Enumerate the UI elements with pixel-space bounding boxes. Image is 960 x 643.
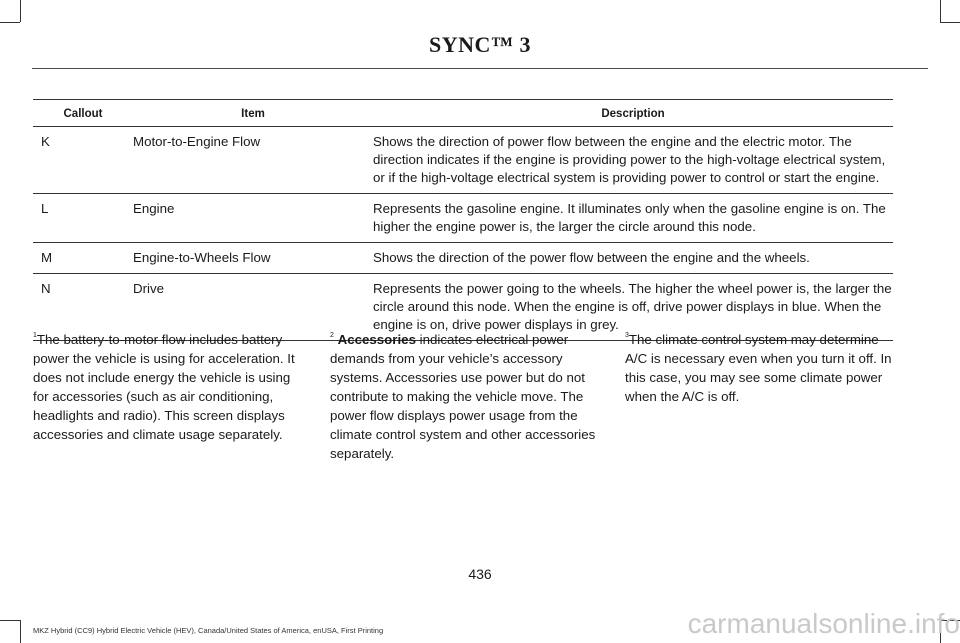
column-header-item: Item bbox=[133, 100, 373, 127]
column-header-callout: Callout bbox=[33, 100, 133, 127]
header-rule bbox=[32, 68, 928, 69]
crop-mark bbox=[940, 0, 941, 22]
table-row bbox=[33, 127, 893, 194]
footnote-text: indicates electrical power demands from your vehicle’s accessory systems. Accessories use power but do not contribute to making the vehicle move. The power flow displays power usage from the climate control system and other accessories separately. bbox=[330, 332, 596, 461]
crop-mark bbox=[0, 22, 20, 23]
cell-callout: K bbox=[33, 127, 133, 194]
footnote-marker: 1 bbox=[33, 332, 37, 339]
watermark: carmanualsonline.info bbox=[687, 608, 960, 639]
crop-mark bbox=[20, 620, 21, 643]
footer-text: MKZ Hybrid (CC9) Hybrid Electric Vehicle (HEV), Canada/United States of America, enUSA, First Printing bbox=[33, 626, 384, 635]
cell-item: Motor-to-Engine Flow bbox=[133, 127, 373, 194]
table-row bbox=[33, 243, 893, 274]
cell-description: Represents the power going to the wheels. The higher the wheel power is, the larger the circle around this node. When the engine is off, drive power displays in blue. When the engine is on, drive power displays in grey. bbox=[373, 274, 893, 341]
page-number: 436 bbox=[468, 566, 492, 582]
table-header-row bbox=[33, 100, 893, 127]
table-row bbox=[33, 194, 893, 243]
reference-table bbox=[33, 99, 893, 341]
crop-mark bbox=[20, 0, 21, 22]
cell-description: Shows the direction of the power flow between the engine and the wheels. bbox=[373, 243, 893, 274]
column-header-description: Description bbox=[373, 100, 893, 127]
cell-callout: L bbox=[33, 194, 133, 243]
cell-item: Drive bbox=[133, 274, 373, 341]
cell-description: Represents the gasoline engine. It illuminates only when the gasoline engine is on. The higher the engine power is, the larger the circle around this node. bbox=[373, 194, 893, 243]
cell-callout: M bbox=[33, 243, 133, 274]
footnote-marker: 3 bbox=[625, 332, 629, 339]
cell-item: Engine bbox=[133, 194, 373, 243]
footnote-2 bbox=[330, 330, 602, 463]
crop-mark bbox=[940, 22, 960, 23]
cell-description: Shows the direction of power flow between the engine and the electric motor. The direction indicates if the engine is providing power to the high-voltage electrical system, or if the high-voltage electrical system is providing power to control or start the engine. bbox=[373, 127, 893, 194]
footnote-text: The battery-to-motor flow includes battery power the vehicle is using for acceleration. It does not include energy the vehicle is using for accessories (such as air conditioning, headlights and radio). This screen displays accessories and climate usage separately. bbox=[33, 332, 295, 442]
footnote-text: The climate control system may determine A/C is necessary even when you turn it off. In this case, you may see some climate power when the A/C is off. bbox=[625, 332, 892, 404]
footnote-1 bbox=[33, 330, 301, 444]
footnote-term: Accessories bbox=[337, 332, 416, 347]
cell-callout: N bbox=[33, 274, 133, 341]
footnote-marker: 2 bbox=[330, 332, 334, 339]
cell-item: Engine-to-Wheels Flow bbox=[133, 243, 373, 274]
crop-mark bbox=[0, 620, 20, 621]
footnote-3 bbox=[625, 330, 895, 406]
page-header-title: SYNC™ 3 bbox=[429, 32, 531, 57]
